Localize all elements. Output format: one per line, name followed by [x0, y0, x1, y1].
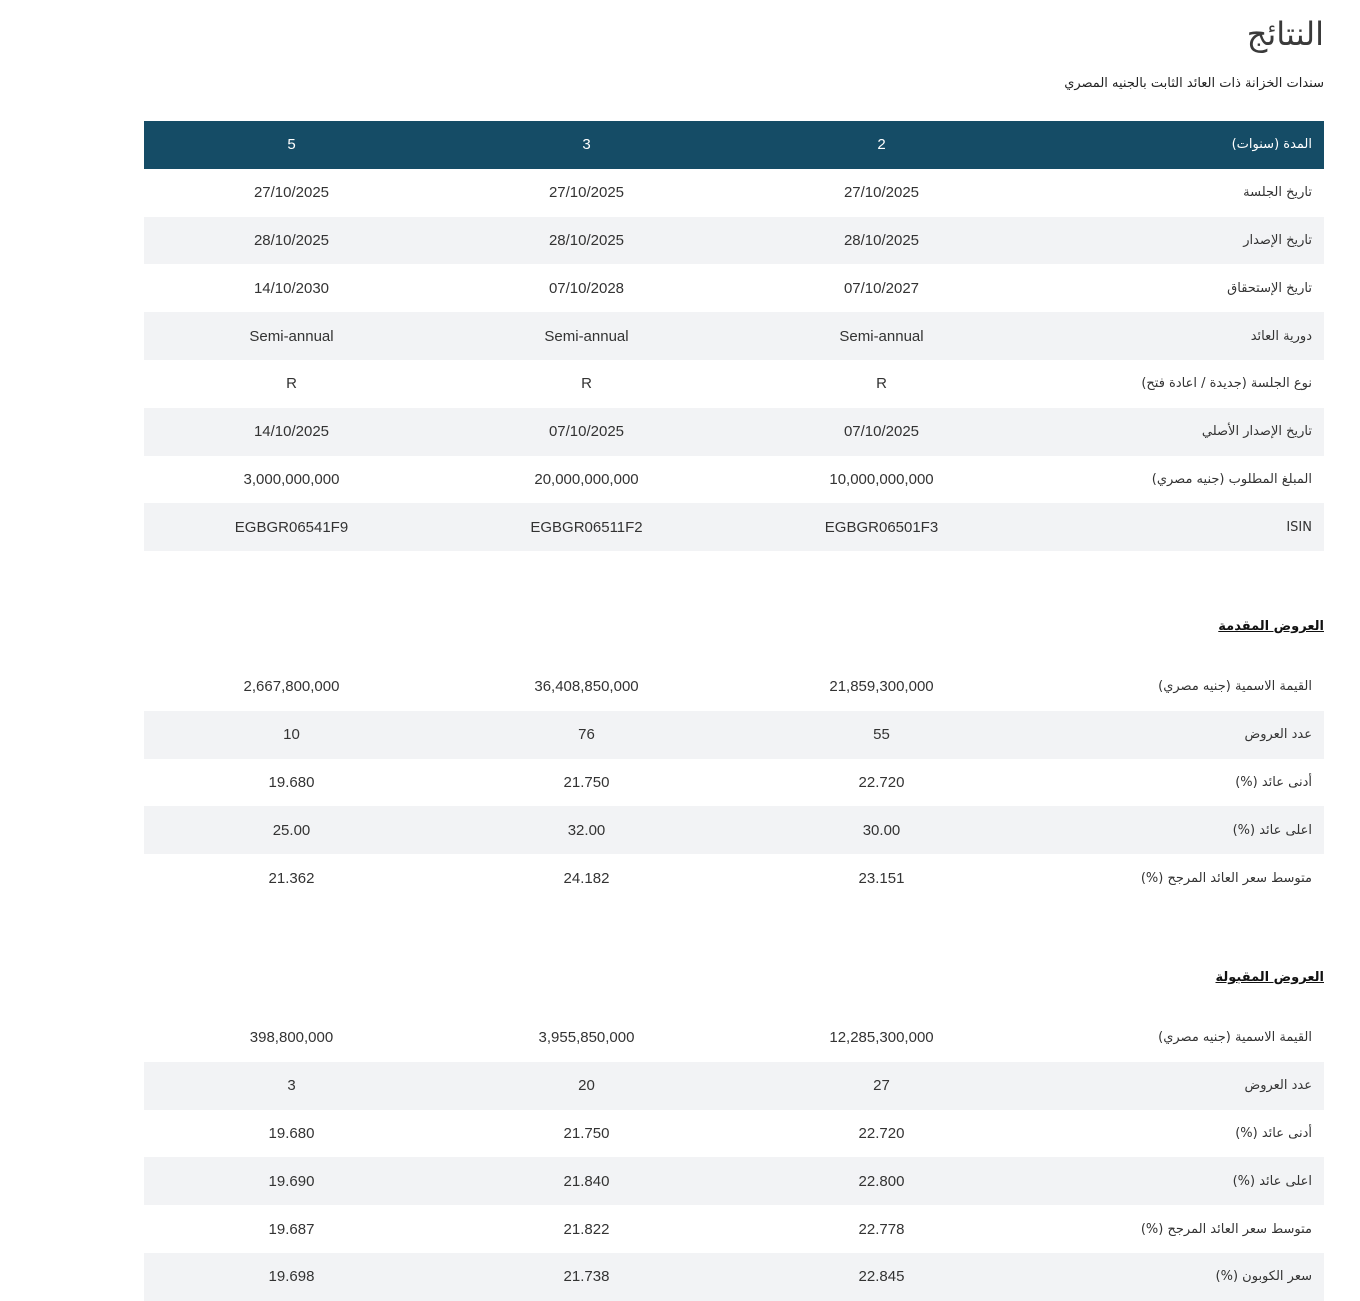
table-cell: 21.362: [268, 869, 315, 887]
table-cell: EGBGR06511F2: [530, 518, 643, 536]
row-label: القيمة الاسمية (جنيه مصري): [1158, 679, 1312, 695]
row-label: تاريخ الإستحقاق: [1227, 280, 1312, 296]
table-cell: 19.680: [268, 773, 315, 791]
table-cell: 36,408,850,000: [534, 678, 639, 696]
table-row: [144, 1253, 1324, 1301]
table-cell: 22.800: [858, 1172, 905, 1190]
table-cell: Semi-annual: [544, 327, 629, 345]
table-cell: 07/10/2027: [843, 279, 920, 297]
table-row: [144, 711, 1324, 759]
table-row: [144, 759, 1324, 807]
table-cell: 22.845: [858, 1268, 905, 1286]
table-cell: 28/10/2025: [253, 231, 330, 249]
table-cell: 19.687: [268, 1220, 315, 1238]
row-label: اعلى عائد (%): [1232, 822, 1312, 838]
table-cell: 3: [287, 1077, 296, 1095]
table-cell: 20,000,000,000: [534, 470, 639, 488]
table-cell: EGBGR06501F3: [824, 518, 939, 536]
table-cell: Semi-annual: [249, 327, 334, 345]
table-cell: 2,667,800,000: [243, 678, 340, 696]
table-row: [144, 312, 1324, 360]
table-cell: 19.680: [268, 1124, 315, 1142]
table-cell: 21.840: [563, 1172, 610, 1190]
table-cell: 19.698: [268, 1268, 315, 1286]
table-row: [144, 1110, 1324, 1158]
table-row: [144, 360, 1324, 408]
table-cell: 398,800,000: [249, 1029, 334, 1047]
table-row: [144, 1014, 1324, 1062]
table-row: [144, 1157, 1324, 1205]
row-label: نوع الجلسة (جديدة / اعادة فتح): [1141, 376, 1312, 392]
table-cell: 76: [578, 726, 595, 744]
table-cell: 22.720: [858, 1124, 905, 1142]
row-label: تاريخ الإصدار: [1243, 232, 1312, 248]
row-label: تاريخ الجلسة: [1243, 185, 1312, 201]
table-cell: 23.151: [858, 869, 905, 887]
table-cell: 21.822: [563, 1220, 610, 1238]
row-label: ISIN: [1286, 519, 1312, 535]
row-label: أدنى عائد (%): [1235, 1125, 1312, 1141]
term-label-header: المدة (سنوات): [1231, 137, 1312, 153]
offered-heading: العروض المقدمة: [1218, 619, 1324, 634]
row-label: اعلى عائد (%): [1232, 1173, 1312, 1189]
term-5-header: 5: [287, 136, 296, 154]
details-table: [144, 121, 1324, 551]
table-row: [144, 217, 1324, 265]
table-cell: 12,285,300,000: [829, 1029, 934, 1047]
row-label: المبلغ المطلوب (جنيه مصري): [1151, 471, 1312, 487]
table-cell: 10: [283, 726, 300, 744]
table-row: [144, 408, 1324, 456]
table-row: [144, 854, 1324, 902]
row-label: عدد العروض: [1244, 727, 1312, 743]
table-row: [144, 663, 1324, 711]
accepted-table: [144, 1014, 1324, 1301]
row-label: سعر الكوبون (%): [1215, 1269, 1312, 1285]
term-2-header: 2: [877, 136, 886, 154]
table-cell: R: [581, 375, 592, 393]
table-cell: 55: [873, 726, 890, 744]
table-cell: R: [286, 375, 297, 393]
table-cell: Semi-annual: [839, 327, 924, 345]
table-row: [144, 1062, 1324, 1110]
offered-table: [144, 663, 1324, 902]
table-cell: 22.720: [858, 773, 905, 791]
table-cell: 3,955,850,000: [538, 1029, 635, 1047]
row-label: تاريخ الإصدار الأصلي: [1201, 424, 1312, 440]
table-row: [144, 169, 1324, 217]
table-cell: 28/10/2025: [548, 231, 625, 249]
table-cell: 14/10/2030: [253, 279, 330, 297]
table-cell: 19.690: [268, 1172, 315, 1190]
table-cell: 27/10/2025: [548, 184, 625, 202]
table-row: [144, 503, 1324, 551]
table-cell: 27/10/2025: [843, 184, 920, 202]
table-row: [144, 456, 1324, 504]
row-label: القيمة الاسمية (جنيه مصري): [1158, 1030, 1312, 1046]
row-label: متوسط سعر العائد المرجح (%): [1140, 1221, 1312, 1237]
table-cell: 27/10/2025: [253, 184, 330, 202]
page-subtitle: سندات الخزانة ذات العائد الثابت بالجنيه المصري: [1064, 76, 1324, 91]
row-label: عدد العروض: [1244, 1078, 1312, 1094]
table-cell: 21.738: [563, 1268, 610, 1286]
table-cell: EGBGR06541F9: [234, 518, 349, 536]
table-cell: 28/10/2025: [843, 231, 920, 249]
row-label: متوسط سعر العائد المرجح (%): [1140, 870, 1312, 886]
term-3-header: 3: [582, 136, 591, 154]
row-label: أدنى عائد (%): [1235, 774, 1312, 790]
table-cell: 14/10/2025: [253, 423, 330, 441]
page-title: النتائج: [1246, 15, 1324, 53]
table-cell: 32.00: [567, 821, 606, 839]
table-cell: 22.778: [858, 1220, 905, 1238]
table-cell: 21,859,300,000: [829, 678, 934, 696]
table-row: [144, 264, 1324, 312]
row-label: دورية العائد: [1250, 328, 1312, 344]
table-cell: 07/10/2025: [843, 423, 920, 441]
table-row: [144, 806, 1324, 854]
table-cell: 07/10/2028: [548, 279, 625, 297]
table-header-row: [144, 121, 1324, 169]
table-cell: 30.00: [862, 821, 901, 839]
table-cell: 21.750: [563, 773, 610, 791]
table-cell: 07/10/2025: [548, 423, 625, 441]
table-cell: 3,000,000,000: [243, 470, 340, 488]
table-cell: 20: [578, 1077, 595, 1095]
table-cell: R: [876, 375, 887, 393]
accepted-heading: العروض المقبولة: [1215, 970, 1324, 985]
table-cell: 10,000,000,000: [829, 470, 934, 488]
table-cell: 21.750: [563, 1124, 610, 1142]
table-cell: 24.182: [563, 869, 610, 887]
table-row: [144, 1205, 1324, 1253]
table-cell: 25.00: [272, 821, 311, 839]
table-cell: 27: [873, 1077, 890, 1095]
